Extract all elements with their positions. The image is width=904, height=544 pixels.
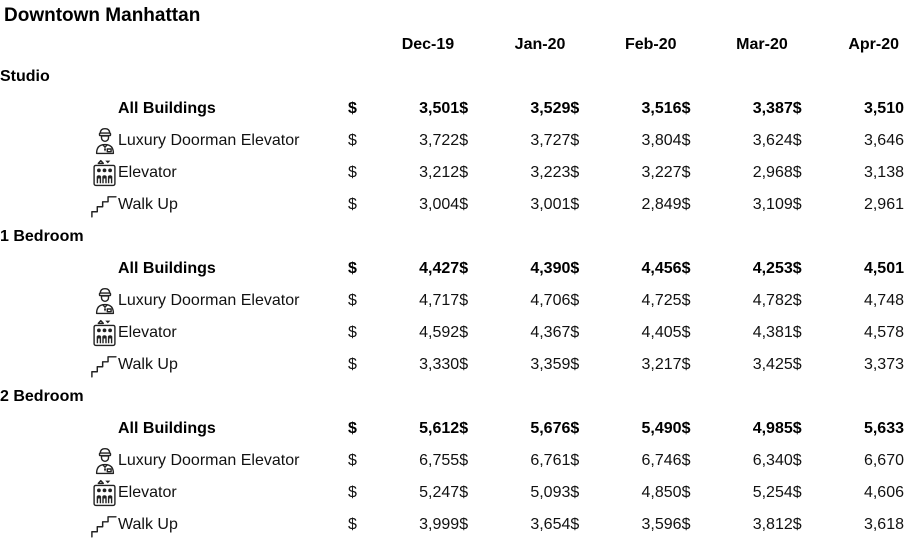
currency-cell: $ — [681, 100, 691, 117]
currency-cell: $ — [348, 484, 357, 501]
value-cell: 3,425 — [752, 356, 793, 373]
currency-cell: $ — [792, 420, 802, 437]
currency-cell: $ — [570, 484, 580, 501]
currency-cell: $ — [459, 196, 469, 213]
doorman-icon — [92, 287, 118, 315]
section-row — [0, 221, 904, 253]
row-label: Walk Up — [118, 356, 178, 373]
currency-cell: $ — [348, 164, 357, 181]
elevator-icon — [91, 159, 118, 187]
currency-cell: $ — [570, 356, 580, 373]
value-cell: 3,999 — [419, 516, 460, 533]
value-cell: 3,646 — [863, 132, 904, 149]
currency-cell: $ — [570, 516, 580, 533]
currency-cell: $ — [348, 324, 357, 341]
currency-cell: $ — [459, 100, 469, 117]
currency-cell: $ — [792, 292, 802, 309]
month-header-cell: Apr-20 — [848, 36, 899, 53]
value-cell: 4,390 — [530, 260, 571, 277]
currency-cell: $ — [348, 420, 357, 437]
currency-cell: $ — [681, 452, 691, 469]
currency-cell: $ — [792, 484, 802, 501]
header-currency-spacer — [459, 29, 486, 61]
value-cell: 4,367 — [530, 324, 571, 341]
row-icon-cell — [0, 125, 118, 157]
row-label: Elevator — [118, 324, 177, 341]
table-row — [0, 477, 904, 509]
currency-cell: $ — [570, 100, 580, 117]
value-cell: 4,782 — [752, 292, 793, 309]
value-cell: 3,596 — [641, 516, 682, 533]
currency-cell: $ — [459, 420, 469, 437]
currency-cell: $ — [348, 132, 357, 149]
currency-cell: $ — [792, 100, 802, 117]
currency-cell: $ — [792, 196, 802, 213]
value-cell: 4,578 — [863, 324, 904, 341]
currency-cell: $ — [570, 196, 580, 213]
row-icon-cell — [0, 413, 118, 445]
month-header-cell: Jan-20 — [514, 36, 566, 53]
currency-cell: $ — [570, 292, 580, 309]
value-cell: 4,725 — [641, 292, 682, 309]
currency-cell: $ — [570, 324, 580, 341]
section-label: 2 Bedroom — [0, 388, 84, 405]
value-cell: 4,456 — [641, 260, 682, 277]
currency-cell: $ — [792, 516, 802, 533]
table-row — [0, 125, 904, 157]
currency-cell: $ — [681, 292, 691, 309]
currency-cell: $ — [681, 484, 691, 501]
row-label: All Buildings — [118, 100, 216, 117]
value-cell: 6,761 — [530, 452, 571, 469]
table-row — [0, 509, 904, 541]
currency-cell: $ — [681, 260, 691, 277]
section-row — [0, 61, 904, 93]
value-cell: 6,340 — [752, 452, 793, 469]
row-icon-cell — [0, 285, 118, 317]
row-label: All Buildings — [118, 420, 216, 437]
value-cell: 4,850 — [641, 484, 682, 501]
value-cell: 4,748 — [863, 292, 904, 309]
doorman-icon — [92, 447, 118, 475]
row-label: Luxury Doorman Elevator — [118, 132, 300, 149]
rent-table — [0, 29, 904, 541]
value-cell: 6,755 — [419, 452, 460, 469]
row-label: Elevator — [118, 484, 177, 501]
currency-cell: $ — [570, 452, 580, 469]
value-cell: 6,746 — [641, 452, 682, 469]
currency-cell: $ — [459, 164, 469, 181]
value-cell: 3,516 — [641, 100, 682, 117]
row-icon-cell — [0, 157, 118, 189]
row-icon-cell — [0, 477, 118, 509]
currency-cell: $ — [348, 100, 357, 117]
currency-cell: $ — [792, 324, 802, 341]
value-cell: 3,227 — [641, 164, 682, 181]
currency-cell: $ — [459, 356, 469, 373]
row-icon-cell — [0, 445, 118, 477]
currency-cell: $ — [459, 260, 469, 277]
value-cell: 3,510 — [863, 100, 904, 117]
currency-cell: $ — [681, 132, 691, 149]
header-currency-spacer — [570, 29, 597, 61]
row-icon-cell — [0, 349, 118, 381]
currency-cell: $ — [348, 516, 357, 533]
value-cell: 2,961 — [863, 196, 904, 213]
value-cell: 3,727 — [530, 132, 571, 149]
currency-cell: $ — [459, 324, 469, 341]
currency-cell: $ — [348, 292, 357, 309]
value-cell: 5,612 — [419, 420, 460, 437]
stairs-icon — [89, 191, 118, 218]
currency-cell: $ — [459, 484, 469, 501]
row-label: Elevator — [118, 164, 177, 181]
value-cell: 3,001 — [530, 196, 571, 213]
table-row — [0, 413, 904, 445]
month-header-row — [0, 29, 904, 61]
row-icon-cell — [0, 317, 118, 349]
value-cell: 3,624 — [752, 132, 793, 149]
table-row — [0, 285, 904, 317]
value-cell: 3,529 — [530, 100, 571, 117]
value-cell: 2,968 — [752, 164, 793, 181]
value-cell: 5,254 — [752, 484, 793, 501]
value-cell: 2,849 — [641, 196, 682, 213]
header-currency-spacer — [793, 29, 820, 61]
value-cell: 3,330 — [419, 356, 460, 373]
value-cell: 3,722 — [419, 132, 460, 149]
table-row — [0, 317, 904, 349]
stairs-icon — [89, 511, 118, 538]
row-icon-cell — [0, 189, 118, 221]
currency-cell: $ — [681, 196, 691, 213]
currency-cell: $ — [570, 132, 580, 149]
doorman-icon — [92, 127, 118, 155]
value-cell: 4,427 — [419, 260, 460, 277]
month-header-cell: Mar-20 — [736, 36, 788, 53]
value-cell: 4,592 — [419, 324, 460, 341]
value-cell: 3,387 — [752, 100, 793, 117]
section-row — [0, 381, 904, 413]
header-currency-spacer — [348, 29, 375, 61]
value-cell: 4,405 — [641, 324, 682, 341]
row-label: All Buildings — [118, 260, 216, 277]
value-cell: 3,109 — [752, 196, 793, 213]
currency-cell: $ — [348, 452, 357, 469]
value-cell: 5,676 — [530, 420, 571, 437]
currency-cell: $ — [792, 164, 802, 181]
row-label: Walk Up — [118, 196, 178, 213]
table-row — [0, 189, 904, 221]
value-cell: 3,004 — [419, 196, 460, 213]
table-row — [0, 93, 904, 125]
header-currency-spacer — [682, 29, 709, 61]
header-label-spacer — [118, 29, 348, 61]
header-icon-spacer — [0, 29, 118, 61]
value-cell: 6,670 — [863, 452, 904, 469]
value-cell: 4,985 — [752, 420, 793, 437]
month-header-cell: Dec-19 — [401, 36, 455, 53]
page-title: Downtown Manhattan — [4, 5, 201, 26]
value-cell: 4,501 — [863, 260, 904, 277]
value-cell: 3,223 — [530, 164, 571, 181]
value-cell: 4,606 — [863, 484, 904, 501]
elevator-icon — [91, 319, 118, 347]
elevator-icon — [91, 479, 118, 507]
rent-table-body — [0, 61, 904, 541]
value-cell: 3,804 — [641, 132, 682, 149]
currency-cell: $ — [348, 356, 357, 373]
month-header-cell: Feb-20 — [624, 36, 677, 53]
currency-cell: $ — [681, 516, 691, 533]
currency-cell: $ — [681, 164, 691, 181]
row-label: Walk Up — [118, 516, 178, 533]
table-row — [0, 253, 904, 285]
row-icon-cell — [0, 253, 118, 285]
value-cell: 3,654 — [530, 516, 571, 533]
value-cell: 5,093 — [530, 484, 571, 501]
section-label: Studio — [0, 68, 50, 85]
value-cell: 3,618 — [863, 516, 904, 533]
currency-cell: $ — [570, 420, 580, 437]
currency-cell: $ — [459, 516, 469, 533]
value-cell: 4,381 — [752, 324, 793, 341]
row-icon-cell — [0, 509, 118, 541]
value-cell: 3,501 — [419, 100, 460, 117]
value-cell: 3,373 — [863, 356, 904, 373]
currency-cell: $ — [792, 452, 802, 469]
table-row — [0, 157, 904, 189]
row-label: Luxury Doorman Elevator — [118, 452, 300, 469]
currency-cell: $ — [681, 324, 691, 341]
table-row — [0, 445, 904, 477]
value-cell: 5,633 — [863, 420, 904, 437]
value-cell: 3,138 — [863, 164, 904, 181]
value-cell: 5,490 — [641, 420, 682, 437]
currency-cell: $ — [459, 292, 469, 309]
currency-cell: $ — [792, 260, 802, 277]
currency-cell: $ — [570, 260, 580, 277]
value-cell: 4,253 — [752, 260, 793, 277]
value-cell: 3,812 — [752, 516, 793, 533]
currency-cell: $ — [570, 164, 580, 181]
value-cell: 3,359 — [530, 356, 571, 373]
currency-cell: $ — [792, 356, 802, 373]
value-cell: 3,212 — [419, 164, 460, 181]
currency-cell: $ — [681, 420, 691, 437]
currency-cell: $ — [459, 132, 469, 149]
currency-cell: $ — [681, 356, 691, 373]
stairs-icon — [89, 351, 118, 378]
section-label: 1 Bedroom — [0, 228, 84, 245]
currency-cell: $ — [348, 196, 357, 213]
value-cell: 3,217 — [641, 356, 682, 373]
value-cell: 4,706 — [530, 292, 571, 309]
value-cell: 5,247 — [419, 484, 460, 501]
row-label: Luxury Doorman Elevator — [118, 292, 300, 309]
currency-cell: $ — [348, 260, 357, 277]
currency-cell: $ — [792, 132, 802, 149]
table-row — [0, 349, 904, 381]
currency-cell: $ — [459, 452, 469, 469]
row-icon-cell — [0, 93, 118, 125]
value-cell: 4,717 — [419, 292, 460, 309]
